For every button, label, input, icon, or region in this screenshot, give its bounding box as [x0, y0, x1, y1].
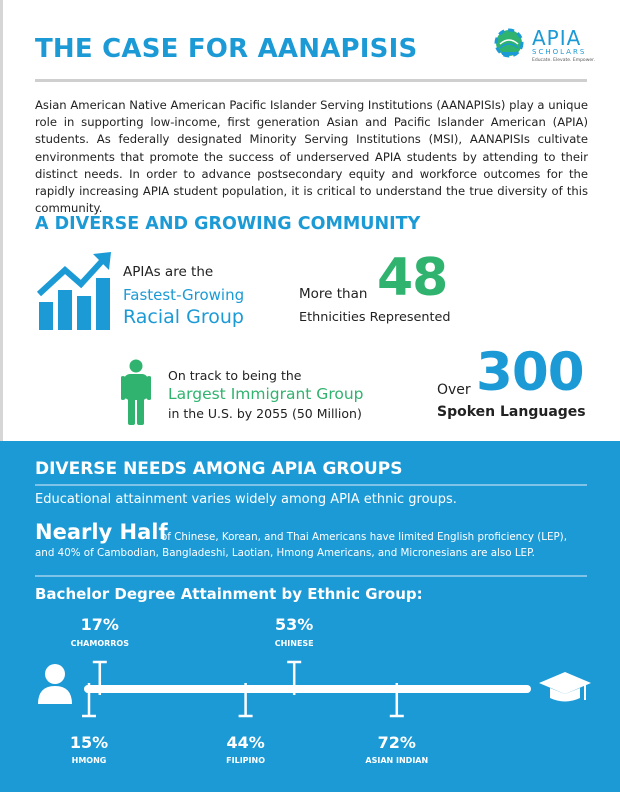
- immigrant-line2: Largest Immigrant Group: [168, 385, 364, 403]
- immigrant-line3: in the U.S. by 2055 (50 Million): [168, 406, 362, 421]
- attainment-group-chamorros: CHAMORROS: [70, 639, 129, 648]
- intro-paragraph: Asian American Native American Pacific Islander Serving Institutions (AANAPISIs) play a unique role in supporting low-income, first generation Asian and Pacific Islander American (APIA) students. As federally designated Minority Serving Institutions (MSI), AANAPISIs cultivate environments that promote the success of underserved APIA students by attending to their distinct needs. In order to advance postsecondary equity and workforce outcomes for the rapidly increasing APIA student population, it is critical to understand the true diversity of this community.: [35, 98, 588, 216]
- languages-label: Spoken Languages: [437, 404, 586, 420]
- needs-heading: DIVERSE NEEDS AMONG APIA GROUPS: [35, 459, 403, 479]
- logo-tagline: Educate. Elevate. Empower.: [532, 58, 596, 63]
- community-heading: A DIVERSE AND GROWING COMMUNITY: [35, 214, 421, 234]
- fastest-line3: Racial Group: [123, 306, 244, 328]
- person-icon: [121, 359, 151, 425]
- rising-bar-chart-icon: [37, 252, 113, 330]
- logo-sub: SCHOLARS: [532, 48, 587, 56]
- fastest-line2: Fastest-Growing: [123, 286, 245, 304]
- languages-number: 300: [476, 342, 584, 403]
- attainment-group-filipino: FILIPINO: [226, 756, 266, 765]
- student-avatar-icon: [38, 664, 72, 704]
- bachelor-divider: [35, 575, 587, 577]
- needs-divider: [35, 484, 587, 486]
- graduation-cap-icon: [539, 672, 591, 702]
- logo-name: APIA: [532, 26, 582, 50]
- fastest-line1: APIAs are the: [123, 264, 214, 280]
- nearly-half-line2: and 40% of Cambodian, Bangladeshi, Laotian, Hmong Americans, and Micronesians are also LEP.: [35, 547, 535, 559]
- attainment-text: Educational attainment varies widely among APIA ethnic groups.: [35, 492, 457, 507]
- apia-scholars-logo: [494, 28, 594, 68]
- attainment-group-chinese: CHINESE: [274, 639, 314, 648]
- nearly-half-highlight: Nearly Half: [35, 520, 168, 544]
- title-divider: [35, 79, 587, 82]
- attainment-group-hmong: HMONG: [71, 756, 107, 765]
- globe-logo-icon: [494, 28, 524, 58]
- attainment-value-asian-indian: 72%: [377, 733, 416, 752]
- attainment-value-chinese: 53%: [275, 615, 314, 634]
- languages-prefix: Over: [437, 382, 471, 398]
- attainment-value-hmong: 15%: [69, 733, 109, 752]
- attainment-timeline: [0, 600, 620, 792]
- ethnicities-label: Ethnicities Represented: [299, 310, 451, 325]
- attainment-group-asian-indian: ASIAN INDIAN: [365, 756, 429, 765]
- attainment-value-filipino: 44%: [226, 733, 265, 752]
- fastest-growing-stat: [123, 264, 244, 328]
- page-title: THE CASE FOR AANAPISIS: [35, 34, 418, 64]
- nearly-half-line1: of Chinese, Korean, and Thai Americans have limited English proficiency (LEP),: [161, 531, 567, 543]
- bachelor-heading: Bachelor Degree Attainment by Ethnic Group:: [35, 585, 423, 603]
- immigrant-line1: On track to being the: [168, 368, 302, 383]
- ethnicities-prefix: More than: [299, 286, 368, 302]
- attainment-value-chamorros: 17%: [80, 615, 119, 634]
- ethnicities-number: 48: [377, 248, 448, 308]
